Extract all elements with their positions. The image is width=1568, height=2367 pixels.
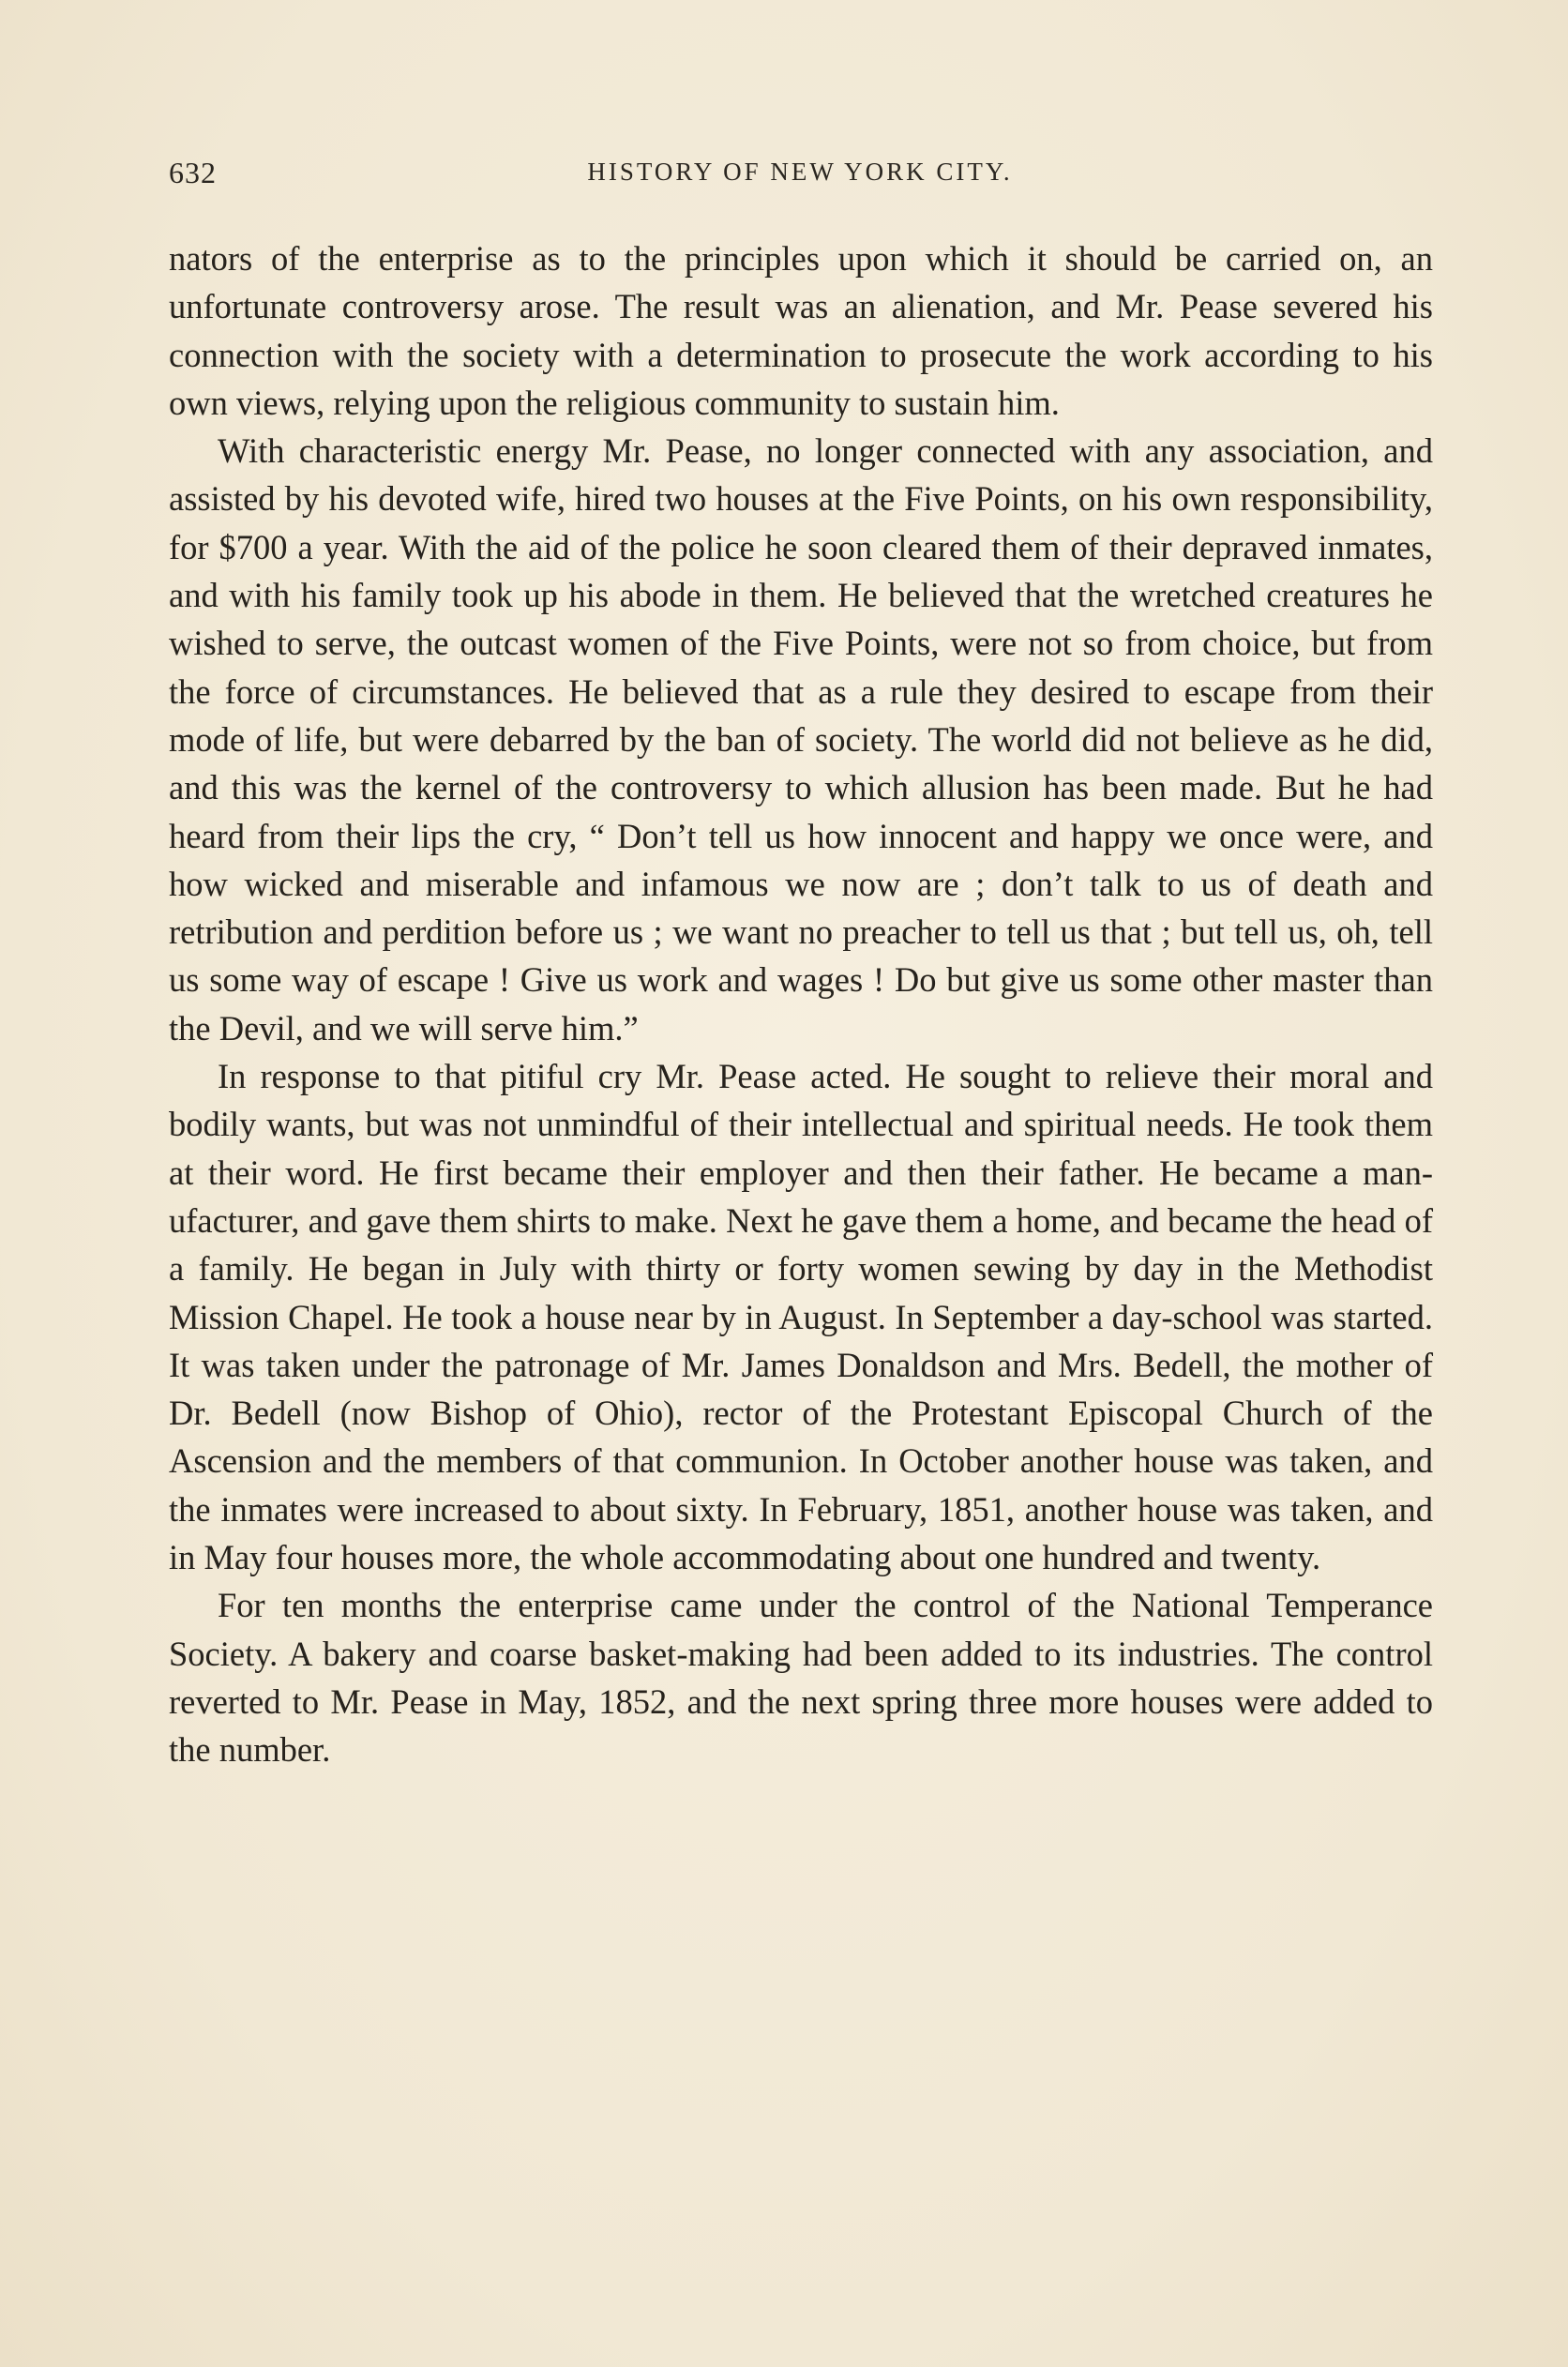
body-text <box>169 234 1433 1774</box>
paragraph: With characteristic energy Mr. Pease, no longer connected with any association, and assisted by his devoted wife, hired two houses at the Five Points, on his own responsibility, for $700 a year. With the aid of the police he soon cleared them of their depraved inmates, and with his family took up his abode in them. He believed that the wretched creatures he wished to serve, the outcast women of the Five Points, were not so from choice, but from the force of circumstances. He believed that as a rule they desired to escape from their mode of life, but were debarred by the ban of society. The world did not believe as he did, and this was the kernel of the controversy to which allusion has been made. But he had heard from their lips the cry, “ Don’t tell us how innocent and happy we once were, and how wicked and miserable and infamous we now are ; don’t talk to us of death and retribution and perdition before us ; we want no preacher to tell us that ; but tell us, oh, tell us some way of escape ! Give us work and wages ! Do but give us some other master than the Devil, and we will serve him.” <box>169 431 1433 1048</box>
page-number: 632 <box>169 156 217 189</box>
paragraph: For ten months the enterprise came under the control of the National Temperance Society. A bakery and coarse basket-making had been added to its industries. The control reverted to Mr. Pease in May, 1852, and the next spring three more houses were added to the number. <box>169 1586 1433 1770</box>
page-header <box>169 156 1431 199</box>
paragraph: nators of the enterprise as to the principles upon which it should be carried on, an unfortunate controversy arose. The result was an alienation, and Mr. Pease severed his connection with the society with a determination to prosecute the work according to his own views, relying upon the religious community to sustain him. <box>169 239 1433 422</box>
paragraph: In response to that pitiful cry Mr. Pease acted. He sought to relieve their moral and bodily wants, but was not unmindful of their intellectual and spiritual needs. He took them at their word. He first became their employer and then their father. He became a manufacturer, and gave them shirts to make. Next he gave them a home, and became the head of a family. He began in July with thirty or forty women sewing by day in the Methodist Mission Chapel. He took a house near by in August. In September a day-school was started. It was taken under the patronage of Mr. James Donaldson and Mrs. Bedell, the mother of Dr. Bedell (now Bishop of Ohio), rector of the Protestant Episcopal Church of the Ascension and the members of that communion. In October another house was taken, and the inmates were increased to about sixty. In February, 1851, another house was taken, and in May four houses more, the whole accommodating about one hundred and twenty. <box>169 1057 1433 1577</box>
running-head: HISTORY OF NEW YORK CITY. <box>587 158 1013 186</box>
